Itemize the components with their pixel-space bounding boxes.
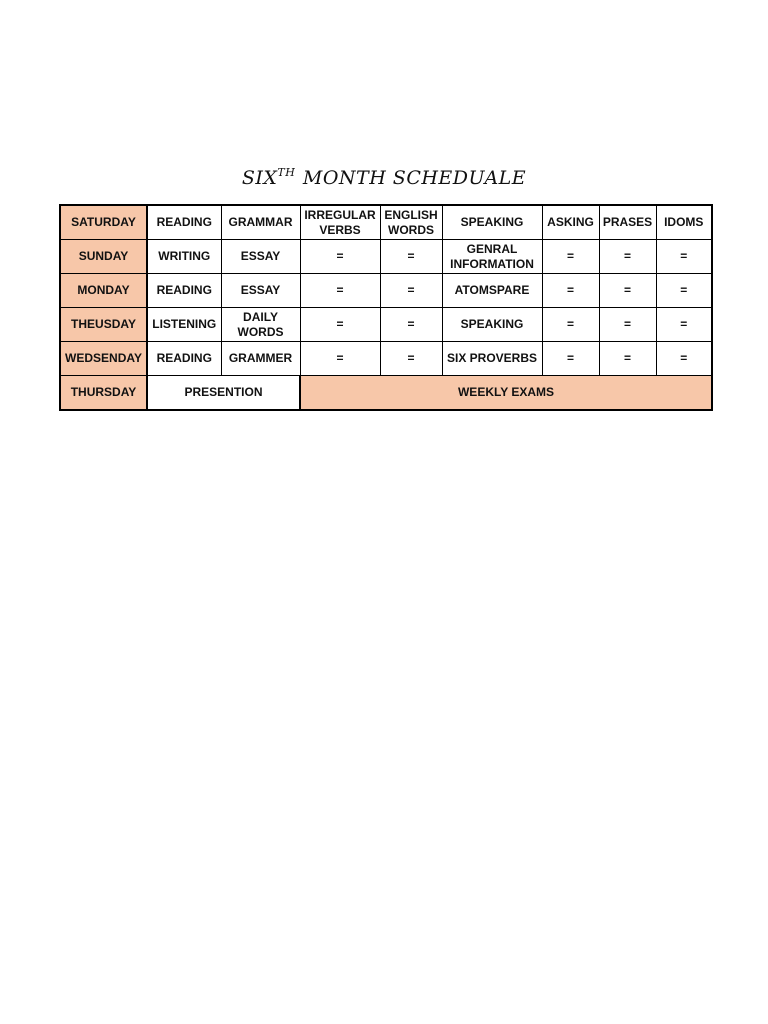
table-cell: LISTENING [147, 308, 221, 342]
table-cell: READING [147, 205, 221, 240]
table-cell: = [542, 240, 599, 274]
day-cell: WEDSENDAY [60, 342, 147, 376]
weekly-exams-cell: WEEKLY EXAMS [300, 376, 712, 411]
title-superscript: TH [277, 166, 296, 179]
table-cell: = [300, 308, 380, 342]
table-cell: = [300, 274, 380, 308]
table-cell: ESSAY [221, 240, 300, 274]
table-cell: WRITING [147, 240, 221, 274]
table-cell: = [380, 308, 442, 342]
table-cell: = [599, 308, 656, 342]
table-cell: READING [147, 274, 221, 308]
table-row [60, 205, 712, 240]
table-cell: = [542, 308, 599, 342]
table-row [60, 342, 712, 376]
table-row-thursday [60, 376, 712, 411]
day-cell: THURSDAY [60, 376, 147, 411]
table-cell: IDOMS [656, 205, 712, 240]
day-cell: THEUSDAY [60, 308, 147, 342]
table-row [60, 274, 712, 308]
table-cell: = [300, 240, 380, 274]
title-prefix: SIX [241, 167, 278, 189]
table-cell: GRAMMAR [221, 205, 300, 240]
table-cell: = [380, 342, 442, 376]
schedule-table [59, 204, 713, 411]
table-cell: ENGLISH WORDS [380, 205, 442, 240]
table-cell: SPEAKING [442, 308, 542, 342]
day-cell: SATURDAY [60, 205, 147, 240]
table-cell: = [300, 342, 380, 376]
table-cell: = [599, 342, 656, 376]
table-cell: = [542, 274, 599, 308]
table-cell: DAILY WORDS [221, 308, 300, 342]
table-cell: = [542, 342, 599, 376]
table-cell: = [599, 240, 656, 274]
table-cell: = [380, 240, 442, 274]
presentation-cell: PRESENTION [147, 376, 300, 411]
table-cell: GRAMMER [221, 342, 300, 376]
table-cell: = [656, 274, 712, 308]
table-row [60, 240, 712, 274]
day-cell: SUNDAY [60, 240, 147, 274]
table-cell: GENRAL INFORMATION [442, 240, 542, 274]
page-title [0, 166, 768, 189]
table-cell: = [599, 274, 656, 308]
table-cell: READING [147, 342, 221, 376]
table-cell: ESSAY [221, 274, 300, 308]
table-cell: SPEAKING [442, 205, 542, 240]
table-cell: IRREGULAR VERBS [300, 205, 380, 240]
day-cell: MONDAY [60, 274, 147, 308]
table-cell: PRASES [599, 205, 656, 240]
table-cell: = [656, 342, 712, 376]
table-cell: SIX PROVERBS [442, 342, 542, 376]
table-cell: ATOMSPARE [442, 274, 542, 308]
table-cell: = [656, 308, 712, 342]
title-suffix: MONTH SCHEDUALE [296, 167, 527, 189]
table-row [60, 308, 712, 342]
table-cell: = [380, 274, 442, 308]
table-cell: = [656, 240, 712, 274]
table-cell: ASKING [542, 205, 599, 240]
